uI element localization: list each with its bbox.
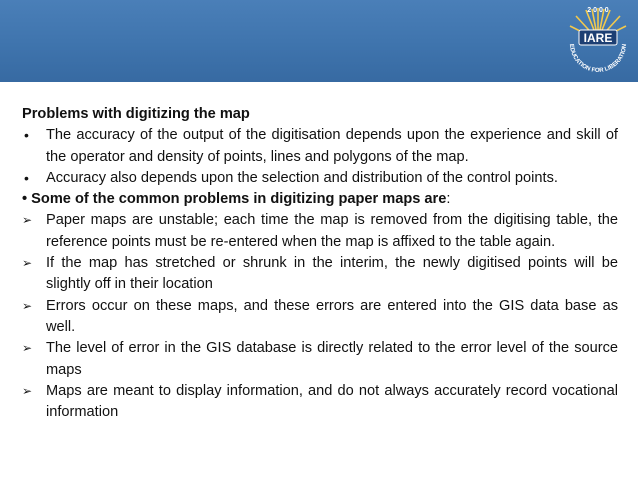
header-banner — [0, 0, 638, 82]
subheading-text: Some of the common problems in digitizing paper maps are — [31, 191, 447, 208]
list-item-text: Paper maps are unstable; each time the map is removed from the digitising table, the reference points must be re-entered when the map is affixed to the table again. — [46, 212, 618, 250]
list-item — [22, 296, 618, 339]
subheading — [22, 189, 618, 210]
list-item-text: Maps are meant to display information, and do not always accurately record vocational information — [46, 382, 618, 421]
arrow-bullet-icon: ➢ — [22, 256, 33, 271]
logo-motto-path: EDUCATION FOR LIBERATION — [567, 43, 629, 75]
list-item — [22, 125, 618, 168]
list-item-text: Errors occur on these maps, and these errors are entered into the GIS data base as well. — [46, 297, 618, 335]
logo-year: 2 0 0 0 — [587, 7, 609, 14]
iare-logo — [562, 2, 634, 78]
bullet-dot: • — [24, 127, 29, 144]
list-item — [22, 338, 618, 381]
arrow-bullet-icon: ➢ — [22, 341, 33, 356]
list-item — [22, 168, 618, 189]
list-item-text: Accuracy also depends upon the selection and distribution of the control points. — [46, 169, 558, 186]
arrow-bullet-icon: ➢ — [22, 298, 33, 313]
slide-heading: Problems with digitizing the map — [22, 106, 250, 122]
slide-content — [22, 104, 618, 423]
bullet-dot: • — [24, 169, 29, 186]
logo-name: IARE — [583, 31, 613, 45]
sunburst-icon — [562, 2, 634, 78]
list-item-text: If the map has stretched or shrunk in the interim, the newly digitised points will be slightly off in their location — [46, 255, 618, 293]
list-item — [22, 381, 618, 424]
list-item — [22, 210, 618, 253]
list-item — [22, 253, 618, 296]
list-item-text: The accuracy of the output of the digitisation depends upon the experience and skill of the operator and density of points, lines and polygons of the map. — [46, 127, 618, 165]
logo-motto — [568, 44, 628, 74]
list-item-text: The level of error in the GIS database is directly related to the error level of the source maps — [46, 340, 618, 378]
subheading-bullet: • — [22, 191, 28, 208]
subheading-colon: : — [446, 191, 451, 208]
arrow-bullet-icon: ➢ — [22, 213, 33, 228]
arrow-bullet-icon: ➢ — [22, 383, 33, 398]
